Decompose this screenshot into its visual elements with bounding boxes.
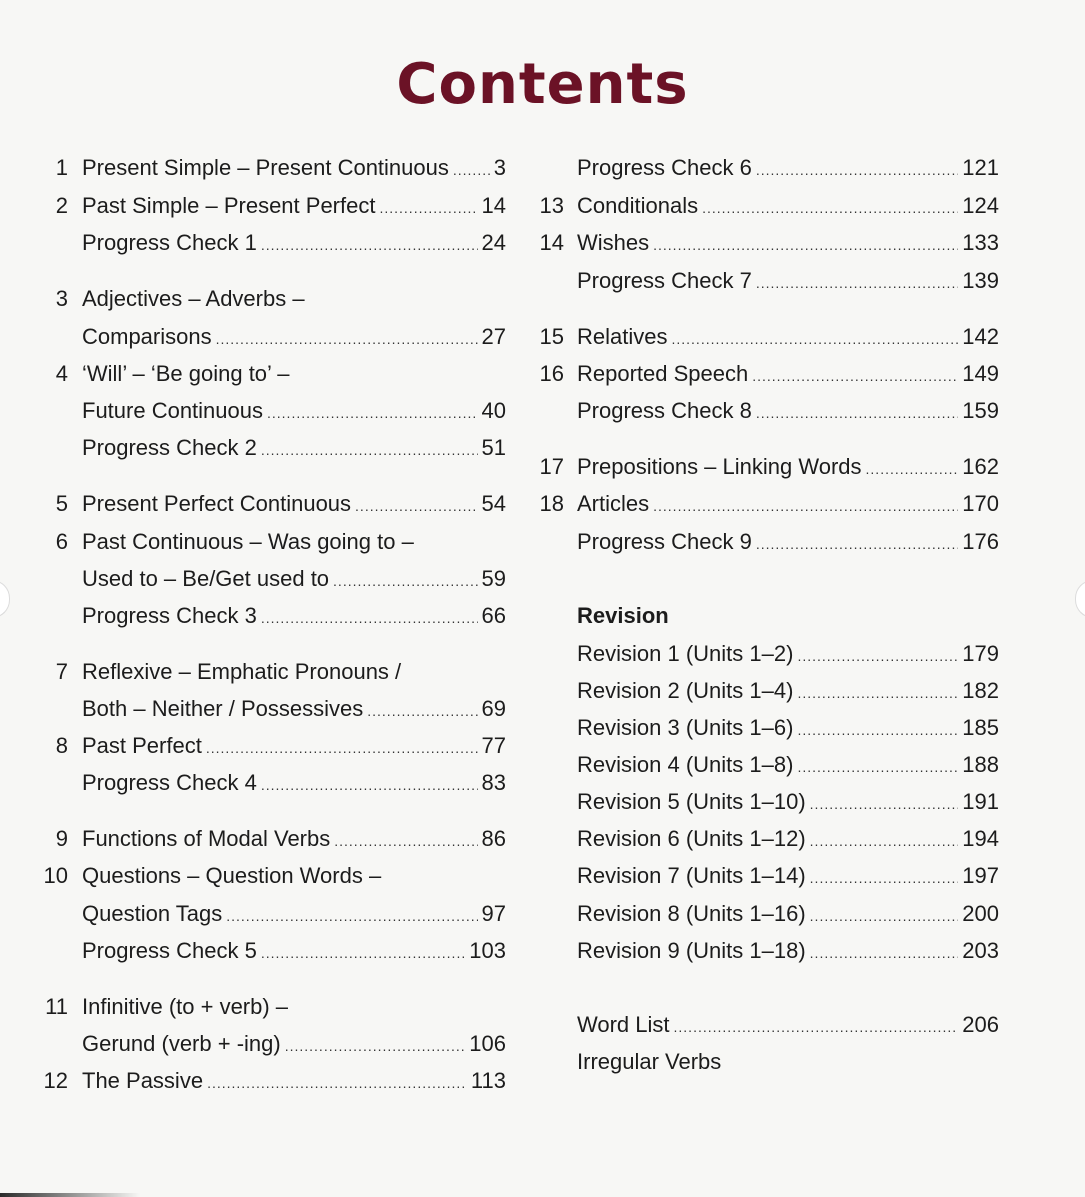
page-number: 176 — [962, 529, 999, 554]
entry-title: Revision 7 (Units 1–14) — [577, 863, 806, 888]
unit-number: 8 — [55, 733, 68, 758]
revision-entry[interactable] — [577, 824, 999, 854]
toc-entry[interactable] — [82, 1066, 506, 1096]
dot-leader — [810, 863, 959, 893]
entry-title: Progress Check 2 — [82, 435, 257, 460]
toc-entry-line[interactable]: Reflexive – Emphatic Pronouns / — [82, 659, 402, 684]
page-number: 14 — [481, 193, 506, 218]
toc-entry[interactable] — [82, 396, 506, 426]
toc-entry[interactable] — [82, 322, 506, 352]
dot-leader — [261, 938, 465, 968]
unit-number: 17 — [539, 454, 564, 479]
entry-title: Articles — [577, 491, 650, 516]
entry-title: Reported Speech — [577, 361, 749, 386]
page-title: Contents — [396, 52, 689, 117]
page-number: 103 — [469, 938, 506, 963]
toc-entry[interactable] — [82, 731, 506, 761]
page-number: 194 — [962, 826, 999, 851]
entry-title: Revision 2 (Units 1–4) — [577, 678, 794, 703]
dot-leader — [453, 155, 490, 185]
dot-leader — [756, 268, 958, 298]
entry-title: The Passive — [82, 1068, 204, 1093]
toc-entry-line[interactable]: Past Continuous – Was going to – — [82, 529, 414, 554]
revision-entry[interactable] — [577, 861, 999, 891]
toc-entry[interactable] — [82, 768, 506, 798]
page-number: 133 — [962, 230, 999, 255]
page-number: 182 — [962, 678, 999, 703]
unit-number: 6 — [55, 529, 68, 554]
dot-leader — [206, 733, 478, 763]
toc-entry[interactable] — [82, 433, 506, 463]
dot-leader — [216, 324, 478, 354]
entry-title: Revision 3 (Units 1–6) — [577, 715, 794, 740]
page-number: 106 — [469, 1031, 506, 1056]
dot-leader — [207, 1068, 467, 1098]
unit-number: 4 — [55, 361, 68, 386]
revision-entry[interactable] — [577, 676, 999, 706]
page-number: 27 — [481, 324, 506, 349]
entry-title: Revision 9 (Units 1–18) — [577, 938, 806, 963]
entry-title: Wishes — [577, 230, 650, 255]
toc-entry[interactable] — [82, 228, 506, 258]
dot-leader — [756, 529, 958, 559]
entry-title: Gerund (verb + -ing) — [82, 1031, 281, 1056]
entry-title: Future Continuous — [82, 398, 263, 423]
page-number: 191 — [962, 789, 999, 814]
dot-leader — [261, 435, 478, 465]
dot-leader — [702, 193, 958, 223]
page-number: 162 — [962, 454, 999, 479]
dot-leader — [333, 566, 477, 596]
toc-entry[interactable] — [82, 153, 506, 183]
page-number: 185 — [962, 715, 999, 740]
page-number: 206 — [962, 1012, 999, 1037]
page-number: 124 — [962, 193, 999, 218]
entry-title: Progress Check 5 — [82, 938, 257, 963]
dot-leader — [261, 230, 478, 260]
page-number: 69 — [481, 696, 506, 721]
dot-leader — [810, 789, 959, 819]
revision-entry[interactable] — [577, 639, 999, 669]
toc-entry[interactable] — [82, 694, 506, 724]
toc-entry[interactable] — [82, 899, 506, 929]
unit-number: 9 — [55, 826, 68, 851]
page-number: 200 — [962, 901, 999, 926]
toc-entry[interactable] — [577, 153, 999, 183]
revision-entry[interactable] — [577, 750, 999, 780]
unit-number: 15 — [539, 324, 564, 349]
page-number: 121 — [962, 155, 999, 180]
toc-entry[interactable] — [82, 191, 506, 221]
page-number: 113 — [470, 1068, 506, 1093]
dot-leader — [367, 696, 477, 726]
entry-title: Present Simple – Present Continuous — [82, 155, 449, 180]
next-page-handle[interactable] — [1075, 580, 1085, 618]
toc-entry[interactable] — [577, 322, 999, 352]
dot-leader — [797, 752, 958, 782]
page-number: 66 — [481, 603, 506, 628]
unit-number: 10 — [43, 863, 68, 888]
toc-entry-line[interactable]: Adjectives – Adverbs – — [82, 286, 305, 311]
unit-number: 14 — [539, 230, 564, 255]
toc-entry[interactable] — [82, 564, 506, 594]
unit-number: 3 — [55, 286, 68, 311]
dot-leader — [334, 826, 477, 856]
page-number: 86 — [481, 826, 506, 851]
unit-number: 2 — [55, 193, 68, 218]
page-number: 51 — [481, 435, 506, 460]
toc-entry[interactable] — [82, 489, 506, 519]
toc-entry[interactable] — [577, 191, 999, 221]
entry-title: Revision 5 (Units 1–10) — [577, 789, 806, 814]
toc-entry[interactable] — [82, 936, 506, 966]
dot-leader — [810, 901, 959, 931]
irregular-verbs-entry[interactable]: Irregular Verbs — [577, 1049, 722, 1074]
page-number: 77 — [481, 733, 506, 758]
dot-leader — [756, 398, 958, 428]
dot-leader — [379, 193, 477, 223]
unit-number: 5 — [55, 491, 68, 516]
dot-leader — [674, 1012, 959, 1042]
toc-entry-line[interactable]: Questions – Question Words – — [82, 863, 382, 888]
entry-title: Word List — [577, 1012, 670, 1037]
page-number: 97 — [481, 901, 506, 926]
toc-entry-line[interactable]: Infinitive (to + verb) – — [82, 994, 289, 1019]
dot-leader — [797, 678, 958, 708]
dot-leader — [866, 454, 959, 484]
entry-title: Question Tags — [82, 901, 223, 926]
entry-title: Relatives — [577, 324, 668, 349]
page-number: 149 — [962, 361, 999, 386]
entry-title: Revision 1 (Units 1–2) — [577, 641, 794, 666]
entry-title: Comparisons — [82, 324, 212, 349]
dot-leader — [653, 230, 958, 260]
entry-title: Revision 4 (Units 1–8) — [577, 752, 794, 777]
dot-leader — [752, 361, 958, 391]
entry-title: Used to – Be/Get used to — [82, 566, 330, 591]
toc-entry-line[interactable]: ‘Will’ – ‘Be going to’ – — [82, 361, 290, 386]
unit-number: 18 — [539, 491, 564, 516]
entry-title: Progress Check 9 — [577, 529, 752, 554]
page-number: 40 — [481, 398, 506, 423]
dot-leader — [810, 938, 959, 968]
toc-entry[interactable] — [577, 266, 999, 296]
toc-entry[interactable] — [577, 228, 999, 258]
entry-title: Functions of Modal Verbs — [82, 826, 331, 851]
dot-leader — [355, 491, 477, 521]
revision-heading: Revision — [577, 603, 669, 628]
toc-entry[interactable] — [82, 824, 506, 854]
unit-number: 12 — [43, 1068, 68, 1093]
dot-leader — [226, 901, 477, 931]
unit-number: 13 — [539, 193, 564, 218]
toc-entry[interactable] — [577, 452, 999, 482]
dot-leader — [671, 324, 958, 354]
page-number: 24 — [481, 230, 506, 255]
revision-entry[interactable] — [577, 936, 999, 966]
page-number: 59 — [481, 566, 506, 591]
unit-number: 11 — [45, 994, 68, 1019]
page-number: 83 — [481, 770, 506, 795]
page-number: 54 — [481, 491, 506, 516]
revision-entry[interactable] — [577, 713, 999, 743]
revision-entry[interactable] — [577, 787, 999, 817]
entry-title: Both – Neither / Possessives — [82, 696, 364, 721]
dot-leader — [285, 1031, 466, 1061]
entry-title: Progress Check 6 — [577, 155, 752, 180]
dot-leader — [267, 398, 478, 428]
entry-title: Past Perfect — [82, 733, 202, 758]
entry-title: Progress Check 3 — [82, 603, 257, 628]
dot-leader — [653, 491, 958, 521]
entry-title: Revision 8 (Units 1–16) — [577, 901, 806, 926]
unit-number: 16 — [539, 361, 564, 386]
toc-entry[interactable] — [577, 489, 999, 519]
toc-entry[interactable] — [577, 396, 999, 426]
entry-title: Progress Check 1 — [82, 230, 257, 255]
page-number: 170 — [962, 491, 999, 516]
page-number: 188 — [962, 752, 999, 777]
toc-entry[interactable] — [82, 1029, 506, 1059]
page-number: 139 — [962, 268, 999, 293]
page-number: 159 — [962, 398, 999, 423]
dot-leader — [797, 715, 958, 745]
page-number: 203 — [962, 938, 999, 963]
entry-title: Present Perfect Continuous — [82, 491, 352, 516]
revision-entry[interactable] — [577, 899, 999, 929]
toc-entry[interactable] — [577, 359, 999, 389]
page-number: 3 — [493, 155, 506, 180]
unit-number: 1 — [55, 155, 68, 180]
entry-title: Prepositions – Linking Words — [577, 454, 862, 479]
entry-title: Progress Check 7 — [577, 268, 752, 293]
entry-title: Progress Check 8 — [577, 398, 752, 423]
page-number: 179 — [962, 641, 999, 666]
dot-leader — [810, 826, 959, 856]
previous-page-handle[interactable] — [0, 580, 10, 618]
dot-leader — [756, 155, 958, 185]
page-shadow-edge — [0, 1193, 140, 1197]
dot-leader — [261, 603, 478, 633]
toc-entry[interactable] — [82, 601, 506, 631]
page-number: 142 — [962, 324, 999, 349]
entry-title: Past Simple – Present Perfect — [82, 193, 376, 218]
word-list-entry[interactable] — [577, 1010, 999, 1040]
toc-entry[interactable] — [577, 527, 999, 557]
unit-number: 7 — [55, 659, 68, 684]
dot-leader — [797, 641, 958, 671]
dot-leader — [261, 770, 478, 800]
entry-title: Conditionals — [577, 193, 699, 218]
page-number: 197 — [962, 863, 999, 888]
entry-title: Revision 6 (Units 1–12) — [577, 826, 806, 851]
entry-title: Progress Check 4 — [82, 770, 257, 795]
